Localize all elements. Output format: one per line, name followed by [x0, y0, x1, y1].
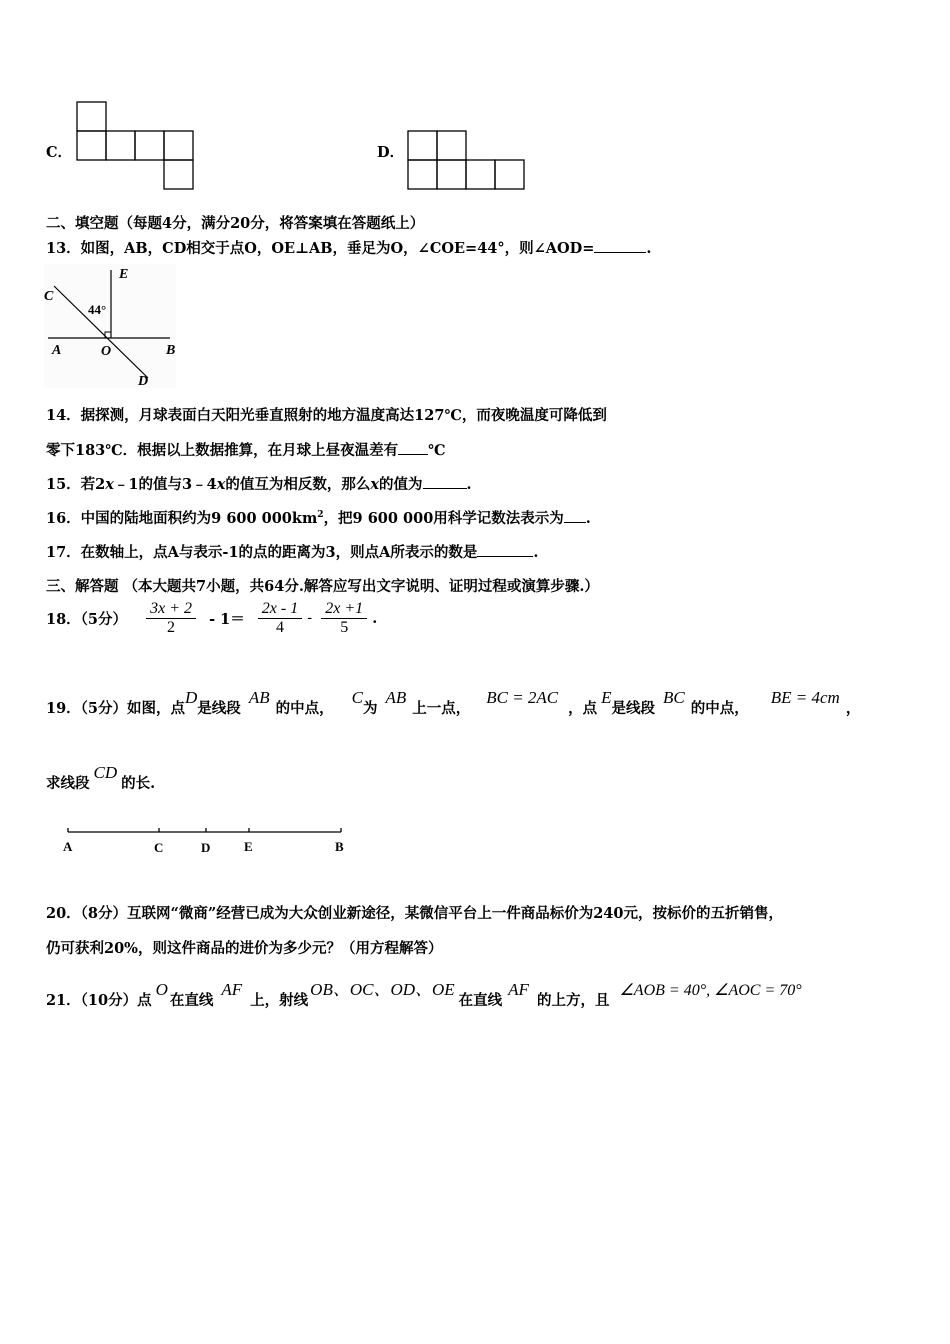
- q14-line1: 14．据探测，月球表面白天阳光垂直照射的地方温度高达127℃，而夜晚温度可降低到: [46, 407, 607, 424]
- question-17: 17．在数轴上，点A与表示-1的点的距离为3，则点A所表示的数是 .: [46, 544, 539, 561]
- net-square: [437, 160, 466, 189]
- question-21: 21．（10分）点O在直线AF上，射线OB、OC、OD、OE在直线AF的上方，且∠AOB = 40°, ∠AOC = 70°: [46, 980, 802, 1009]
- answer-blank: [398, 440, 428, 455]
- q13-angle-figure: [42, 262, 177, 390]
- q20-line2: 仍可获利20%，则这件商品的进价为多少元？（用方程解答）: [46, 940, 443, 957]
- label-o: O: [101, 344, 112, 359]
- point-label-e: E: [244, 839, 253, 854]
- point-label-c: C: [154, 840, 164, 855]
- label-a: A: [52, 343, 62, 358]
- point-label-d: D: [201, 840, 211, 855]
- net-square: [106, 131, 135, 160]
- net-square: [408, 160, 437, 189]
- answer-blank: [423, 474, 467, 489]
- q20-line1: 20．（8分）互联网“微商”经营已成为大众创业新途径，某微信平台上一件商品标价为240元，按标价的五折销售，: [46, 905, 783, 922]
- fraction-2: $\frac{2x - 1}{4}$: [258, 600, 302, 637]
- option-d-net-figure: [405, 128, 527, 192]
- label-e: E: [119, 267, 129, 282]
- label-d: D: [138, 374, 149, 389]
- option-c-net-figure: [74, 100, 196, 192]
- question-14-line2: 零下183℃．根据以上数据推算，在月球上昼夜温差有 ℃: [46, 442, 446, 459]
- section-2-heading: 二、填空题（每题4分，满分20分，将答案填在答题纸上）: [46, 215, 425, 232]
- question-16: 16．中国的陆地面积约为9 600 $000km^2$，把9 600 000用科学记数法表示为 .: [46, 510, 591, 527]
- net-square: [164, 160, 193, 189]
- label-b: B: [166, 343, 176, 358]
- angle-label-44: 44°: [88, 302, 107, 317]
- question-19-line1: 19．（5分）如图，点D是线段AB的中点，C为AB上一点，BC = 2AC，点E是线段BC的中点，BE = 4cm，: [46, 688, 861, 717]
- net-square: [495, 160, 524, 189]
- fraction-3: $\frac{2x +1}{5}$: [321, 600, 367, 637]
- point-label-a: A: [63, 839, 73, 854]
- fraction-1: $\frac{3x + 2}{2}$: [146, 600, 196, 637]
- question-15: 15．若2x﹣1的值与3﹣4x的值互为相反数，那么x的值为 .: [46, 476, 472, 493]
- question-13: 13．如图，AB，CD相交于点O，OE⊥AB，垂足为O，∠COE=44°，则∠AOD= .: [46, 240, 652, 257]
- net-square: [135, 131, 164, 160]
- answer-blank: [594, 238, 646, 253]
- option-c-label: C．: [46, 144, 73, 161]
- net-square: [77, 102, 106, 131]
- option-d-label: D．: [377, 144, 405, 161]
- section-3-heading: 三、解答题 （本大题共7小题，共64分.解答应写出文字说明、证明过程或演算步骤.）: [46, 578, 599, 595]
- net-square: [466, 160, 495, 189]
- net-square: [408, 131, 437, 160]
- answer-blank: [564, 508, 586, 523]
- answer-blank: [477, 542, 533, 557]
- question-19-line2: 求线段CD的长.: [46, 763, 156, 792]
- net-square: [77, 131, 106, 160]
- q13-text: 13．如图，AB，CD相交于点O，OE⊥AB，垂足为O，∠COE=44°，则∠AOD=: [46, 240, 595, 257]
- q19-segment-figure: [58, 822, 358, 858]
- question-18: 18．（5分） $\frac{3x + 2}{2}$ - 1＝ $\frac{2x - 1}{4}$ - $\frac{2x +1}{5}$ .: [46, 600, 378, 636]
- net-square: [164, 131, 193, 160]
- net-square: [437, 131, 466, 160]
- point-label-b: B: [335, 839, 344, 854]
- label-c: C: [44, 289, 54, 304]
